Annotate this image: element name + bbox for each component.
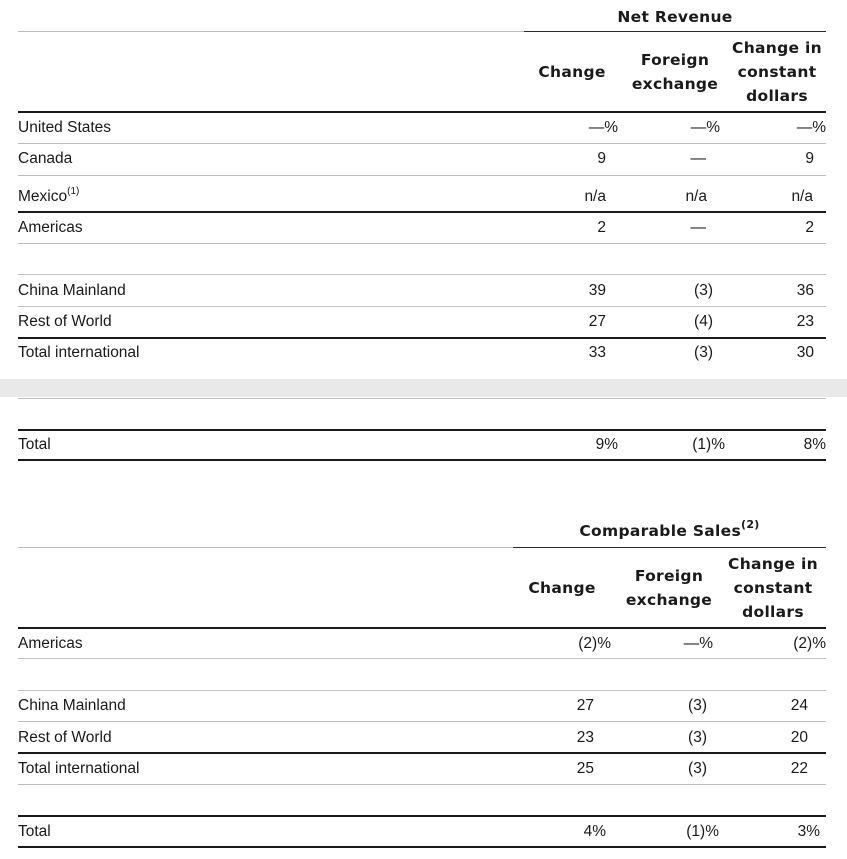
cell-change: 9% bbox=[595, 436, 618, 453]
col-fx-line1: Foreign bbox=[634, 567, 704, 585]
cell-change: n/a bbox=[584, 188, 606, 205]
total-top-rule bbox=[18, 429, 826, 431]
cell-fx: n/a bbox=[685, 188, 707, 205]
cell-cc: 22 bbox=[790, 760, 808, 777]
cell-change: 27 bbox=[588, 313, 606, 330]
col-fx-header bbox=[618, 564, 720, 612]
cell-cc: 23 bbox=[796, 313, 814, 330]
row-rule bbox=[18, 143, 826, 144]
cell-change: 9 bbox=[597, 150, 606, 167]
header-bottom-rule bbox=[18, 111, 826, 113]
cell-change: 39 bbox=[588, 282, 606, 299]
cell-change: 23 bbox=[576, 729, 594, 746]
col-fx-line2: exchange bbox=[631, 75, 719, 93]
col-cc-line3: dollars bbox=[746, 87, 808, 105]
row-rule bbox=[18, 211, 826, 213]
total-top-rule bbox=[18, 815, 826, 817]
cell-change: —% bbox=[588, 119, 618, 136]
cell-fx: (1)% bbox=[692, 436, 725, 453]
col-fx-line2: exchange bbox=[625, 591, 713, 609]
col-cc-header bbox=[726, 36, 828, 108]
comparable-sales-title-text: Comparable Sales bbox=[579, 522, 741, 540]
header-rule bbox=[513, 547, 826, 548]
footnote-marker: (1) bbox=[67, 186, 80, 197]
cell-fx: (3) bbox=[688, 760, 707, 777]
cell-cc: 30 bbox=[796, 344, 814, 361]
row-rule bbox=[18, 306, 826, 307]
col-cc-line3: dollars bbox=[742, 603, 804, 621]
cell-change: 27 bbox=[576, 697, 594, 714]
row-rule bbox=[18, 752, 826, 754]
cell-fx: —% bbox=[683, 635, 713, 652]
total-bottom-rule bbox=[18, 459, 826, 461]
cell-cc: —% bbox=[796, 119, 826, 136]
cell-cc: 36 bbox=[796, 282, 814, 299]
header-bottom-rule bbox=[18, 627, 826, 629]
row-label: Canada bbox=[18, 150, 73, 167]
col-cc-header bbox=[722, 552, 824, 624]
cell-cc: 8% bbox=[803, 436, 826, 453]
row-label: Total bbox=[18, 436, 51, 453]
row-label: Rest of World bbox=[18, 313, 112, 330]
cell-cc: 20 bbox=[790, 729, 808, 746]
cell-fx: (3) bbox=[688, 729, 707, 746]
row-rule bbox=[18, 175, 826, 176]
row-label: Total bbox=[18, 823, 51, 840]
row-label: Total international bbox=[18, 760, 140, 777]
footnote-marker: (2) bbox=[741, 518, 760, 531]
row-rule bbox=[18, 784, 826, 785]
cell-fx: — bbox=[690, 150, 706, 167]
cell-cc: n/a bbox=[791, 188, 813, 205]
total-bottom-rule bbox=[18, 846, 826, 848]
comparable-sales-title bbox=[513, 519, 826, 543]
col-change-header: Change bbox=[528, 579, 596, 597]
header-rule bbox=[524, 31, 826, 32]
col-cc-line1: Change in bbox=[732, 39, 822, 57]
cell-fx: —% bbox=[690, 119, 720, 136]
cell-change: 25 bbox=[576, 760, 594, 777]
spacer-rule bbox=[18, 398, 826, 399]
net-revenue-title: Net Revenue bbox=[617, 8, 733, 26]
col-change-header: Change bbox=[538, 63, 606, 81]
cell-fx: — bbox=[690, 219, 706, 236]
cell-cc: 9 bbox=[805, 150, 814, 167]
row-label: Americas bbox=[18, 219, 83, 236]
cell-cc: 3% bbox=[797, 823, 820, 840]
cell-fx: (1)% bbox=[686, 823, 719, 840]
col-fx-header bbox=[626, 48, 724, 96]
col-cc-line2: constant bbox=[737, 63, 817, 81]
cell-cc: (2)% bbox=[793, 635, 826, 652]
row-label: Rest of World bbox=[18, 729, 112, 746]
row-label: China Mainland bbox=[18, 282, 126, 299]
cell-fx: (3) bbox=[688, 697, 707, 714]
row-rule bbox=[18, 337, 826, 339]
cell-change: 4% bbox=[583, 823, 606, 840]
row-rule bbox=[18, 658, 826, 659]
page-break-band bbox=[0, 379, 847, 397]
cell-change: 33 bbox=[588, 344, 606, 361]
row-rule bbox=[18, 721, 826, 722]
row-rule bbox=[18, 243, 826, 244]
spacer-rule bbox=[18, 274, 826, 275]
cell-fx: (3) bbox=[694, 344, 713, 361]
col-cc-line1: Change in bbox=[728, 555, 818, 573]
row-label: China Mainland bbox=[18, 697, 126, 714]
cell-change: (2)% bbox=[578, 635, 611, 652]
cell-fx: (4) bbox=[694, 313, 713, 330]
row-label: United States bbox=[18, 119, 112, 136]
cell-change: 2 bbox=[597, 219, 606, 236]
header-left-rule bbox=[18, 31, 524, 32]
row-label bbox=[18, 187, 79, 207]
row-label: Americas bbox=[18, 635, 83, 652]
cell-cc: 2 bbox=[805, 219, 814, 236]
col-fx-line1: Foreign bbox=[640, 51, 710, 69]
row-label: Total international bbox=[18, 344, 140, 361]
row-label-text: Mexico bbox=[18, 188, 68, 205]
cell-fx: (3) bbox=[694, 282, 713, 299]
spacer-rule bbox=[18, 690, 826, 691]
col-cc-line2: constant bbox=[733, 579, 813, 597]
header-left-rule bbox=[18, 547, 513, 548]
cell-cc: 24 bbox=[790, 697, 808, 714]
